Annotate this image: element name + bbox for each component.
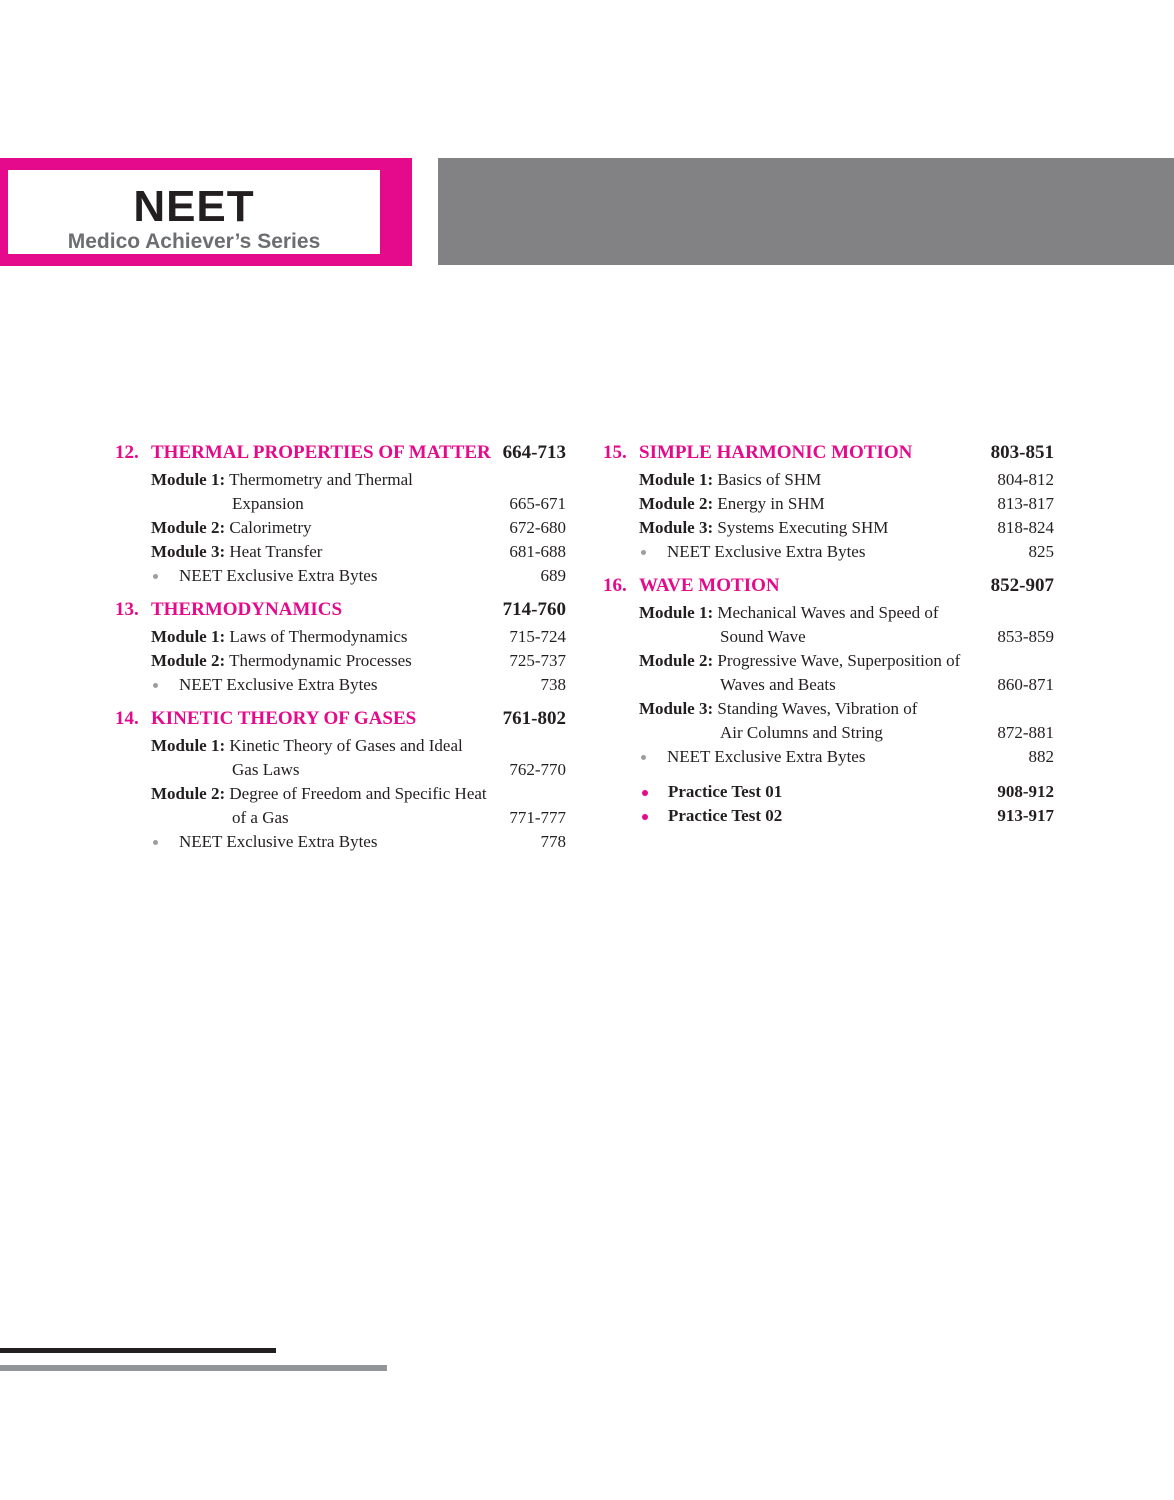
bullet-icon: [641, 755, 646, 760]
module-row: [115, 625, 566, 649]
module-label: Module 1:: [151, 470, 226, 489]
module-label: Module 2:: [639, 651, 714, 670]
module-pages: 804-812: [997, 470, 1054, 489]
module-row: [115, 734, 566, 782]
module-title-continued: Sound Wave: [720, 627, 806, 646]
brand-banner: [0, 158, 412, 266]
practice-test-pages: 913-917: [997, 806, 1054, 825]
chapter-heading: [603, 440, 1054, 468]
module-title: Mechanical Waves and Speed of: [717, 603, 939, 622]
module-label: Module 1:: [639, 603, 714, 622]
chapter-gap: [115, 698, 566, 706]
module-title: Heat Transfer: [229, 542, 323, 561]
module-label: Module 2:: [151, 784, 226, 803]
chapter-gap: [603, 565, 1054, 573]
module-row: [115, 782, 566, 830]
chapter-pages: 803-851: [990, 442, 1054, 463]
module-title-continued: Waves and Beats: [720, 675, 836, 694]
module-row: [603, 601, 1054, 649]
module-row: [115, 516, 566, 540]
practice-gap: [603, 770, 1054, 780]
module-line: [603, 601, 1054, 625]
extra-bytes-label: NEET Exclusive Extra Bytes: [179, 832, 378, 851]
module-label: Module 1:: [151, 736, 226, 755]
module-row: [603, 697, 1054, 745]
chapter-title: WAVE MOTION: [639, 575, 780, 596]
module-row: [603, 649, 1054, 697]
toc-column-left: [115, 440, 566, 855]
module-label: Module 3:: [639, 518, 714, 537]
module-label: Module 3:: [639, 699, 714, 718]
module-title: Progressive Wave, Superposition of: [717, 651, 961, 670]
module-title: Energy in SHM: [717, 494, 825, 513]
footer-rule-gray: [0, 1365, 387, 1371]
brand-subtitle: Medico Achiever’s Series: [67, 230, 321, 253]
chapter-title: SIMPLE HARMONIC MOTION: [639, 442, 913, 463]
module-pages: 665-671: [509, 494, 566, 513]
module-line: [115, 540, 566, 564]
module-pages: 853-859: [997, 627, 1054, 646]
practice-test-row: [603, 804, 1054, 828]
brand-title: NEET: [133, 182, 255, 231]
module-title: Systems Executing SHM: [717, 518, 889, 537]
extra-bytes-row: [115, 830, 566, 855]
module-title-continued: of a Gas: [232, 808, 289, 827]
module-label: Module 2:: [151, 518, 226, 537]
module-row: [603, 516, 1054, 540]
module-line: [603, 516, 1054, 540]
module-label: Module 1:: [639, 470, 714, 489]
module-line: [115, 468, 566, 492]
module-pages: 818-824: [997, 518, 1054, 537]
module-title: Thermometry and Thermal: [229, 470, 413, 489]
chapter-gap: [115, 589, 566, 597]
module-title-continued: Air Columns and String: [720, 723, 883, 742]
chapter-pages: 852-907: [990, 575, 1054, 596]
module-row: [603, 468, 1054, 492]
chapter-pages: 761-802: [502, 708, 566, 729]
module-pages: 771-777: [509, 808, 566, 827]
module-pages: 860-871: [997, 675, 1054, 694]
module-line: [603, 697, 1054, 721]
bullet-icon: [153, 840, 158, 845]
extra-bytes-label: NEET Exclusive Extra Bytes: [667, 747, 866, 766]
module-pages: 681-688: [509, 542, 566, 561]
chapter-title: KINETIC THEORY OF GASES: [151, 708, 417, 729]
chapter-heading: [115, 597, 566, 625]
extra-bytes-row: [115, 564, 566, 589]
extra-bytes-pages: 738: [540, 675, 566, 694]
module-row: [115, 540, 566, 564]
module-pages: 813-817: [997, 494, 1054, 513]
extra-bytes-pages: 882: [1028, 747, 1054, 766]
module-row: [603, 492, 1054, 516]
module-pages: 715-724: [509, 627, 566, 646]
module-pages: 762-770: [509, 760, 566, 779]
module-pages: 872-881: [997, 723, 1054, 742]
module-label: Module 2:: [639, 494, 714, 513]
bullet-icon: [641, 550, 646, 555]
chapter-title: THERMODYNAMICS: [151, 599, 343, 620]
module-title: Laws of Thermodynamics: [229, 627, 408, 646]
chapter-pages: 664-713: [502, 442, 566, 463]
module-title: Standing Waves, Vibration of: [717, 699, 918, 718]
bullet-icon: [153, 683, 158, 688]
module-title-continued: Gas Laws: [232, 760, 300, 779]
chapter-heading: [115, 706, 566, 734]
module-row: [115, 468, 566, 516]
module-title: Degree of Freedom and Specific Heat: [229, 784, 487, 803]
bullet-icon: [642, 790, 648, 796]
module-pages: 672-680: [509, 518, 566, 537]
module-title: Thermodynamic Processes: [229, 651, 412, 670]
extra-bytes-label: NEET Exclusive Extra Bytes: [179, 675, 378, 694]
module-label: Module 3:: [151, 542, 226, 561]
extra-bytes-label: NEET Exclusive Extra Bytes: [179, 566, 378, 585]
chapter-heading: [603, 573, 1054, 601]
extra-bytes-row: [603, 745, 1054, 770]
extra-bytes-row: [115, 673, 566, 698]
extra-bytes-pages: 778: [540, 832, 566, 851]
chapter-number: 14.: [115, 708, 139, 729]
extra-bytes-row: [603, 540, 1054, 565]
module-title: Calorimetry: [229, 518, 312, 537]
bullet-icon: [153, 574, 158, 579]
practice-test-row: [603, 780, 1054, 804]
toc-column-right: [603, 440, 1054, 828]
chapter-number: 13.: [115, 599, 139, 620]
module-line: [603, 468, 1054, 492]
chapter-heading: [115, 440, 566, 468]
module-title: Basics of SHM: [717, 470, 822, 489]
module-label: Module 2:: [151, 651, 226, 670]
module-label: Module 1:: [151, 627, 226, 646]
module-line: [115, 649, 566, 673]
chapter-pages: 714-760: [502, 599, 566, 620]
module-line: [115, 516, 566, 540]
chapter-number: 16.: [603, 575, 627, 596]
module-line: [115, 625, 566, 649]
footer-rule-black: [0, 1348, 276, 1353]
extra-bytes-label: NEET Exclusive Extra Bytes: [667, 542, 866, 561]
extra-bytes-pages: 825: [1028, 542, 1054, 561]
chapter-title: THERMAL PROPERTIES OF MATTER: [151, 442, 491, 463]
chapter-number: 12.: [115, 442, 139, 463]
module-line: [603, 649, 1054, 673]
brand-box: [8, 170, 380, 254]
module-row: [115, 649, 566, 673]
header-gray-band: [438, 158, 1174, 265]
practice-test-label: Practice Test 01: [668, 782, 783, 801]
module-title-continued: Expansion: [232, 494, 304, 513]
practice-test-label: Practice Test 02: [668, 806, 783, 825]
module-line: [115, 734, 566, 758]
practice-test-pages: 908-912: [997, 782, 1054, 801]
chapter-number: 15.: [603, 442, 627, 463]
module-line: [603, 492, 1054, 516]
bullet-icon: [642, 814, 648, 820]
module-title: Kinetic Theory of Gases and Ideal: [229, 736, 463, 755]
module-line: [115, 782, 566, 806]
extra-bytes-pages: 689: [540, 566, 566, 585]
module-pages: 725-737: [509, 651, 566, 670]
